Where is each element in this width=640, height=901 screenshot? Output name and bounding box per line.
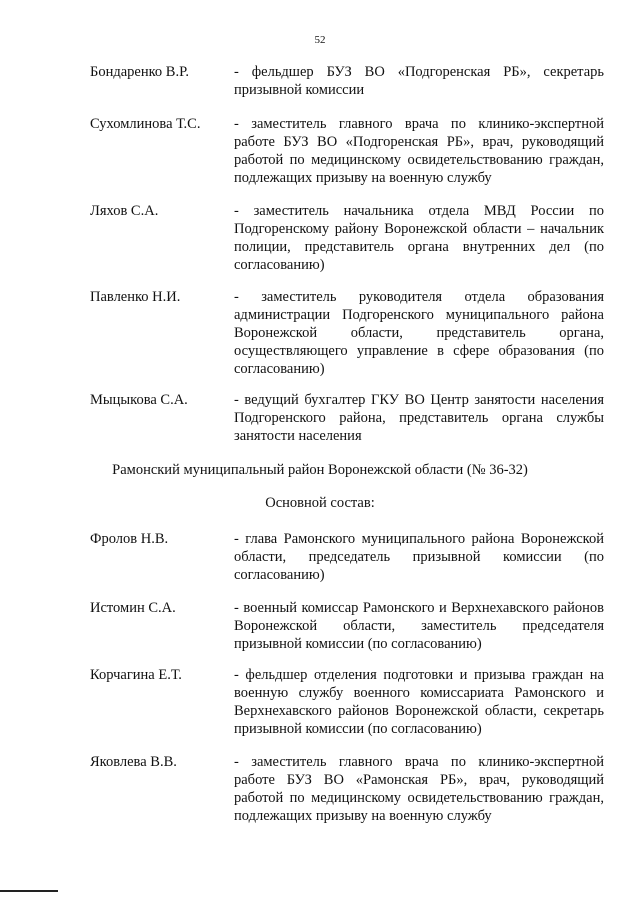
member-role: - ведущий бухгалтер ГКУ ВО Центр занятости населения Подгоренского района, представитель органа службы занятости населения <box>234 392 604 444</box>
member-role: - глава Рамонского муниципального района Воронежской области, председатель призывной комиссии (по согласованию) <box>234 531 604 583</box>
member-name: Корчагина Е.Т. <box>90 667 182 683</box>
member-name: Сухомлинова Т.С. <box>90 116 201 132</box>
member-role: - заместитель руководителя отдела образования администрации Подгоренского муниципального района Воронежской области, представитель органа, осуществляющего управление в сфере образования (по согласованию) <box>234 289 604 377</box>
member-name: Фролов Н.В. <box>90 531 169 547</box>
member-name: Яковлева В.В. <box>90 754 177 770</box>
subsection-heading: Основной состав: <box>265 495 375 511</box>
member-name: Мыцыкова С.А. <box>90 392 188 408</box>
member-role: - заместитель главного врача по клинико-экспертной работе БУЗ ВО «Подгоренская РБ», врач, руководящий работой по медицинскому освидетельствованию граждан, подлежащих призыву на военную службу <box>234 116 604 186</box>
member-role: - заместитель главного врача по клинико-экспертной работе БУЗ ВО «Рамонская РБ», врач, руководящий работой по медицинскому освидетельствованию граждан, подлежащих призыву на военную службу <box>234 754 604 824</box>
member-role: - заместитель начальника отдела МВД России по Подгоренскому району Воронежской области – начальник полиции, представитель органа внутренних дел (по согласованию) <box>234 203 604 273</box>
member-name: Истомин С.А. <box>90 600 176 616</box>
member-role: - фельдшер БУЗ ВО «Подгоренская РБ», секретарь призывной комиссии <box>234 64 604 98</box>
section-heading: Рамонский муниципальный район Воронежской области (№ 36-32) <box>112 462 528 478</box>
member-role: - фельдшер отделения подготовки и призыва граждан на военную службу военного комиссариата Рамонского и Верхнехавского районов Воронежской области, секретарь призывной комиссии (по согласованию) <box>234 667 604 737</box>
member-name: Павленко Н.И. <box>90 289 181 305</box>
member-name: Бондаренко В.Р. <box>90 64 189 80</box>
member-role: - военный комиссар Рамонского и Верхнехавского районов Воронежской области, заместитель председателя призывной комиссии (по согласованию) <box>234 600 604 652</box>
footer-rule <box>0 890 58 892</box>
page-number: 52 <box>314 34 326 46</box>
member-name: Ляхов С.А. <box>90 203 159 219</box>
